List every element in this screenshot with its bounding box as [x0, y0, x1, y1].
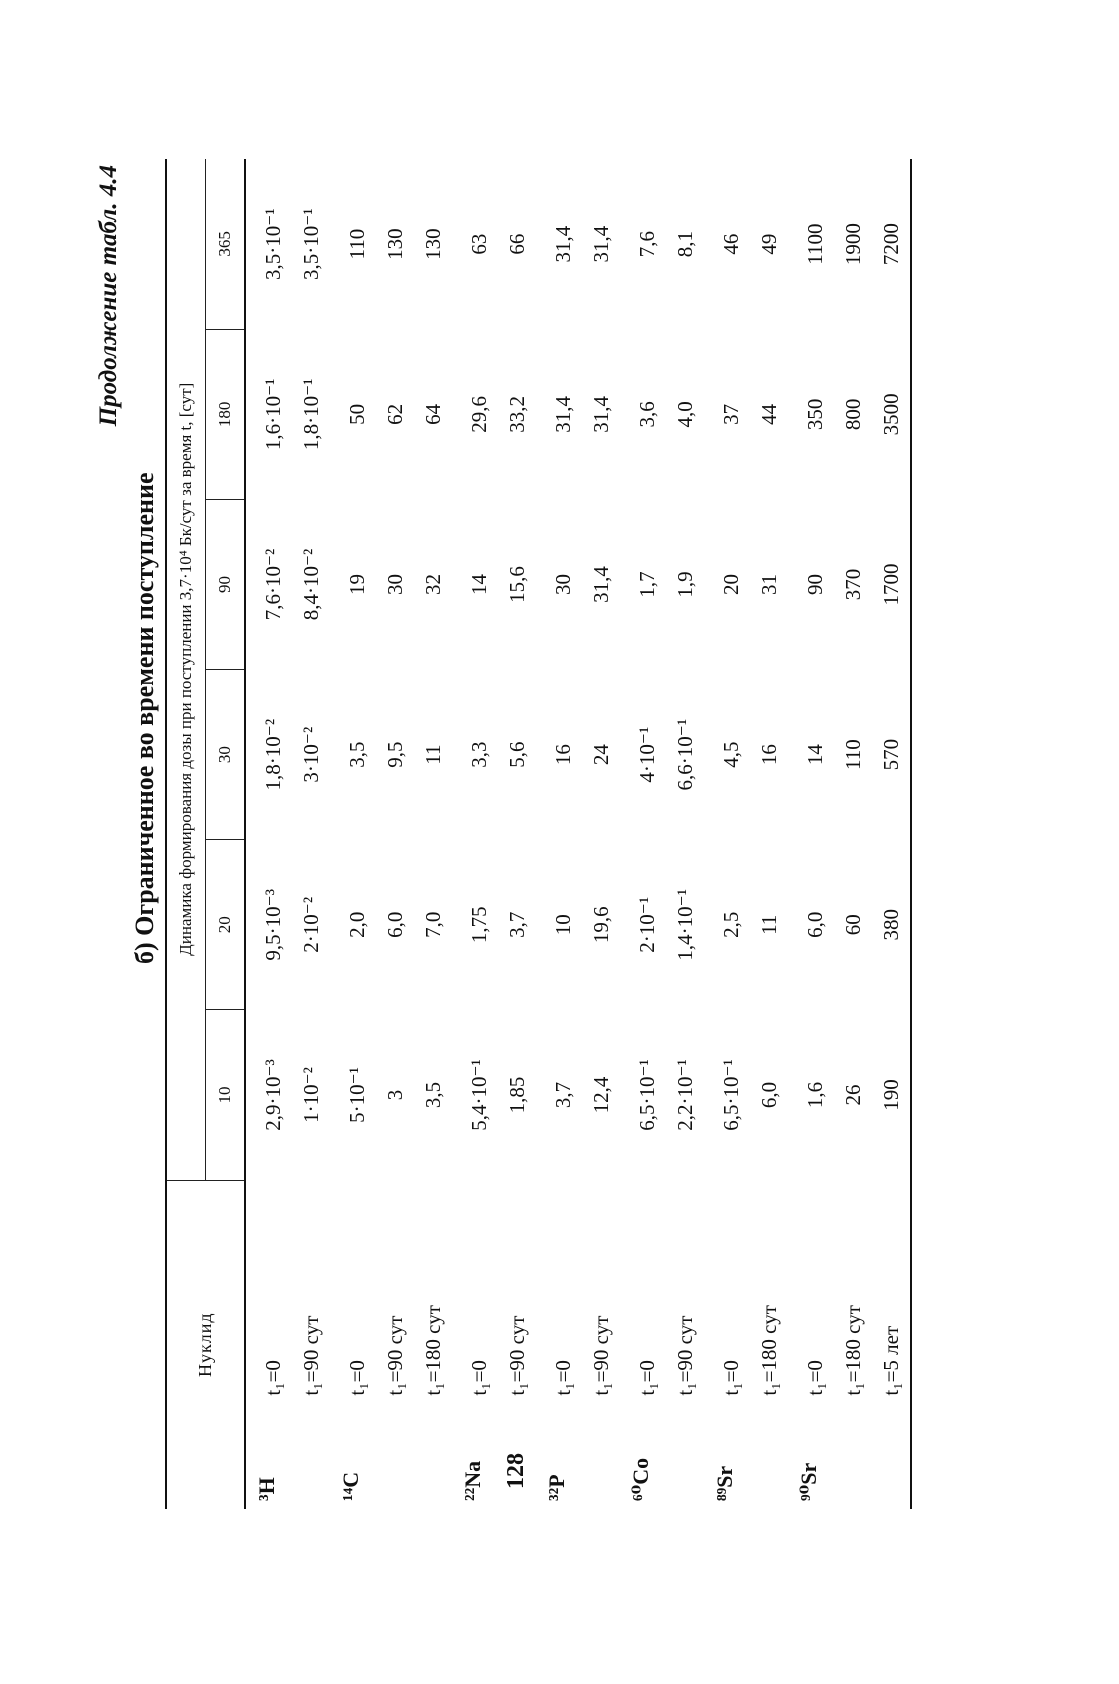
condition-cell: t₁=5 лет: [878, 1325, 903, 1396]
value-cell: 31,4: [588, 395, 613, 433]
table-row: [750, 159, 788, 1509]
column-header: 20: [206, 840, 246, 1010]
dose-table: [165, 159, 912, 1509]
value-cell: 7,6: [634, 231, 659, 258]
table-row: [498, 159, 536, 1509]
value-cell: 50: [344, 403, 369, 425]
value-cell: 6,0: [382, 911, 407, 938]
value-cell: 37: [718, 403, 743, 425]
value-cell: 3: [382, 1089, 407, 1101]
value-cell: 7200: [878, 223, 903, 266]
nuclide-header: Нуклид: [166, 1180, 245, 1509]
value-cell: 4,0: [672, 401, 697, 428]
condition-cell: t₁=180 сут: [756, 1305, 781, 1396]
value-cell: 30: [550, 573, 575, 595]
value-cell: 3,5·10⁻¹: [260, 208, 285, 280]
value-cell: 1900: [840, 223, 865, 266]
value-cell: 11: [756, 914, 781, 935]
value-cell: 16: [756, 744, 781, 766]
value-cell: 1700: [878, 563, 903, 606]
table-row: [582, 159, 620, 1509]
table-row: [414, 159, 452, 1509]
nuclide-cell: ³²P: [544, 1474, 569, 1501]
value-cell: 190: [878, 1079, 903, 1111]
value-cell: 6,0: [802, 911, 827, 938]
value-cell: 15,6: [504, 566, 529, 603]
value-cell: 33,2: [504, 395, 529, 433]
column-header: 365: [206, 159, 246, 329]
column-header: 10: [206, 1010, 246, 1180]
value-cell: 8,4·10⁻²: [298, 548, 323, 621]
value-cell: 110: [344, 228, 369, 260]
condition-cell: t₁=0: [466, 1360, 491, 1396]
value-cell: 46: [718, 233, 743, 255]
value-cell: 16: [550, 744, 575, 766]
value-cell: 31: [756, 573, 781, 595]
value-cell: 2,9·10⁻³: [260, 1059, 285, 1131]
value-cell: 1,85: [504, 1076, 529, 1114]
condition-cell: t₁=180 сут: [420, 1305, 445, 1396]
value-cell: 2·10⁻²: [298, 896, 323, 953]
value-cell: 1,6·10⁻¹: [260, 378, 285, 451]
table-body: [245, 159, 911, 1509]
table-row: [872, 159, 911, 1509]
value-cell: 2·10⁻¹: [634, 896, 659, 953]
column-header: 30: [206, 670, 246, 840]
value-cell: 7,6·10⁻²: [260, 548, 285, 621]
nuclide-cell: ²²Na: [460, 1460, 485, 1501]
value-cell: 3,7: [504, 911, 529, 938]
value-cell: 5,6: [504, 741, 529, 768]
value-cell: 1,9: [672, 571, 697, 598]
value-cell: 14: [466, 573, 491, 595]
value-cell: 370: [840, 568, 865, 601]
value-cell: 1,8·10⁻²: [260, 718, 285, 791]
value-cell: 7,0: [420, 911, 445, 938]
condition-cell: t₁=0: [550, 1360, 575, 1396]
value-cell: 8,1: [672, 231, 697, 258]
value-cell: 19,6: [588, 906, 613, 944]
value-cell: 800: [840, 398, 865, 431]
value-cell: 29,6: [466, 395, 491, 433]
value-cell: 3,5: [420, 1081, 445, 1109]
value-cell: 1,4·10⁻¹: [672, 888, 697, 961]
table-row: [536, 159, 582, 1509]
value-cell: 49: [756, 233, 781, 255]
value-cell: 3·10⁻²: [298, 726, 323, 783]
value-cell: 20: [718, 573, 743, 595]
value-cell: 3500: [878, 393, 903, 436]
value-cell: 9,5: [382, 741, 407, 768]
value-cell: 3,3: [466, 741, 491, 768]
page-number: 128: [503, 1453, 529, 1489]
value-cell: 130: [420, 228, 445, 260]
value-cell: 130: [382, 228, 407, 260]
table-row: [704, 159, 750, 1509]
value-cell: 1,8·10⁻¹: [298, 378, 323, 451]
value-cell: 6,5·10⁻¹: [634, 1059, 659, 1131]
value-cell: 30: [382, 573, 407, 595]
value-cell: 110: [840, 739, 865, 771]
value-cell: 90: [802, 573, 827, 595]
value-cell: 570: [878, 738, 903, 771]
value-cell: 4,5: [718, 741, 743, 768]
value-cell: 5·10⁻¹: [344, 1067, 369, 1123]
value-cell: 3,7: [550, 1081, 575, 1109]
value-cell: 380: [878, 909, 903, 941]
value-cell: 19: [344, 573, 369, 595]
value-cell: 11: [420, 744, 445, 765]
condition-cell: t₁=0: [344, 1360, 369, 1396]
table-row: [245, 159, 292, 1509]
nuclide-cell: ¹⁴C: [338, 1471, 363, 1501]
value-cell: 6,6·10⁻¹: [672, 718, 697, 791]
value-cell: 64: [420, 403, 445, 425]
table-caption: Продолжение табл. 4.4: [95, 165, 122, 427]
value-cell: 31,4: [588, 566, 613, 603]
value-cell: 2,0: [344, 911, 369, 938]
table-row: [620, 159, 666, 1509]
condition-cell: t₁=0: [802, 1360, 827, 1396]
value-cell: 26: [840, 1084, 865, 1106]
value-cell: 2,2·10⁻¹: [672, 1059, 697, 1131]
value-cell: 1,75: [466, 906, 491, 944]
nuclide-cell: ⁸⁹Sr: [712, 1465, 737, 1501]
value-cell: 350: [802, 398, 827, 431]
value-cell: 14: [802, 744, 827, 766]
nuclide-cell: ³H: [254, 1477, 279, 1501]
column-header: 180: [206, 329, 246, 499]
value-cell: 6,0: [756, 1081, 781, 1109]
value-cell: 32: [420, 573, 445, 595]
value-cell: 2,5: [718, 911, 743, 938]
value-cell: 1,6: [802, 1081, 827, 1109]
table-row: [292, 159, 330, 1509]
value-cell: 3,5: [344, 741, 369, 768]
value-cell: 31,4: [550, 395, 575, 433]
column-header: 90: [206, 499, 246, 669]
condition-cell: t₁=90 сут: [672, 1315, 697, 1396]
nuclide-cell: ⁶⁰Co: [628, 1457, 653, 1501]
value-cell: 9,5·10⁻³: [260, 888, 285, 961]
value-cell: 24: [588, 744, 613, 766]
value-cell: 12,4: [588, 1076, 613, 1114]
value-cell: 31,4: [588, 225, 613, 263]
table-row: [330, 159, 376, 1509]
table-row: [452, 159, 498, 1509]
condition-cell: t₁=90 сут: [298, 1315, 323, 1396]
value-cell: 3,6: [634, 401, 659, 428]
value-cell: 1,7: [634, 571, 659, 598]
value-cell: 44: [756, 403, 781, 425]
value-cell: 6,5·10⁻¹: [718, 1059, 743, 1131]
value-cell: 10: [550, 914, 575, 936]
condition-cell: t₁=90 сут: [588, 1315, 613, 1396]
value-cell: 1·10⁻²: [298, 1067, 323, 1123]
value-cell: 5,4·10⁻¹: [466, 1059, 491, 1131]
value-cell: 66: [504, 233, 529, 255]
condition-cell: t₁=0: [634, 1360, 659, 1396]
group-header: Динамика формирования дозы при поступлении 3,7·10⁴ Бк/сут за время t, [сут]: [166, 159, 206, 1180]
value-cell: 60: [840, 914, 865, 936]
condition-cell: t₁=180 сут: [840, 1305, 865, 1396]
table-row: [376, 159, 414, 1509]
value-cell: 4·10⁻¹: [634, 726, 659, 783]
condition-cell: t₁=90 сут: [382, 1315, 407, 1396]
table-row: [788, 159, 834, 1509]
value-cell: 31,4: [550, 225, 575, 263]
condition-cell: t₁=0: [718, 1360, 743, 1396]
value-cell: 3,5·10⁻¹: [298, 208, 323, 280]
condition-cell: t₁=90 сут: [504, 1315, 529, 1396]
value-cell: 63: [466, 233, 491, 255]
table-row: [666, 159, 704, 1509]
value-cell: 1100: [802, 223, 827, 265]
condition-cell: t₁=0: [260, 1360, 285, 1396]
table-row: [834, 159, 872, 1509]
value-cell: 62: [382, 403, 407, 425]
nuclide-cell: ⁹⁰Sr: [796, 1462, 821, 1501]
section-subtitle: б) Ограниченное во времени поступление: [130, 472, 159, 964]
